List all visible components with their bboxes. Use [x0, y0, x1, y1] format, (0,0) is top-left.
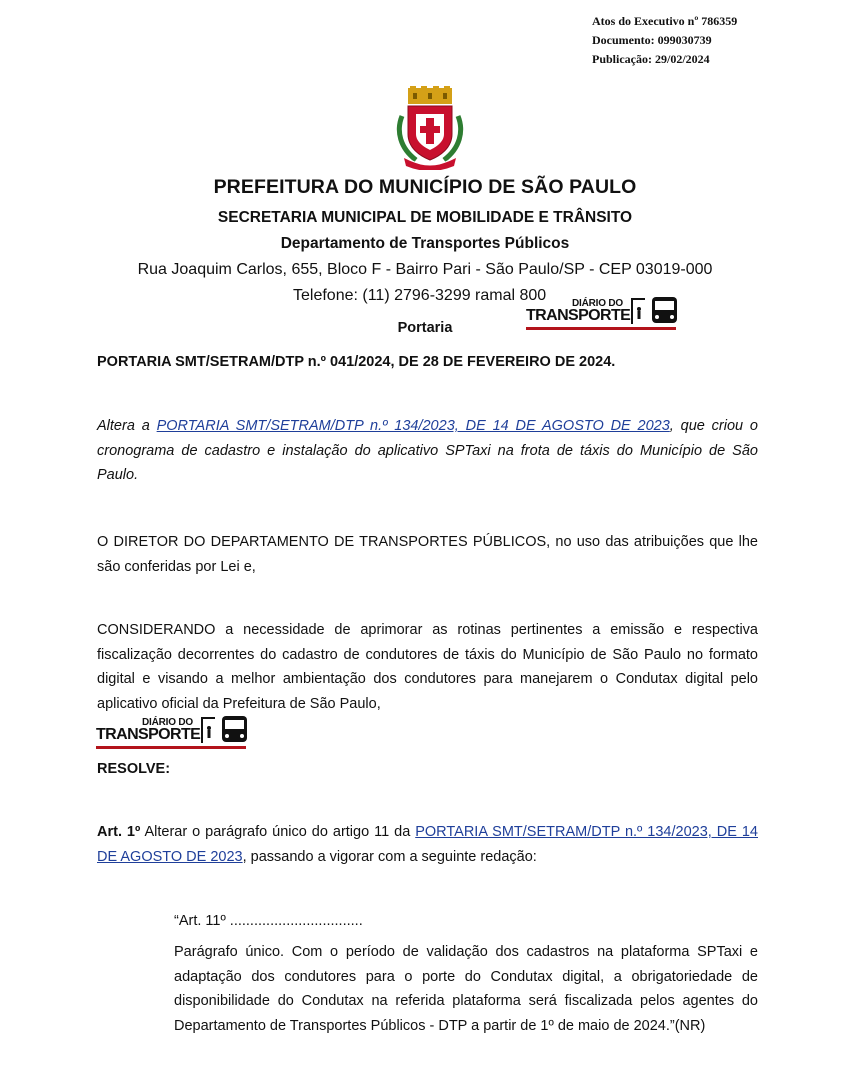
watermark-line1: DIÁRIO DO [572, 298, 623, 309]
article-1 [97, 820, 758, 869]
watermark-line2: TRANSPORTE [526, 307, 631, 324]
quote-body: Parágrafo único. Com o período de validação dos cadastros na plataforma SPTaxi e adaptação dos condutores para o porte do Condutax digital, a obrigatoriedade de disponibilidade do Condutax na referida plataforma será fiscalizada pelos agentes do Departamento de Transportes Públicos - DTP a partir de 1º de maio de 2024.”(NR) [174, 944, 758, 1034]
ementa-prefix: Altera a [97, 418, 157, 434]
phone: Telefone: (11) 2796-3299 ramal 800 [293, 287, 547, 304]
watermark-line1: DIÁRIO DO [142, 717, 193, 728]
ementa [97, 414, 758, 488]
publication-meta [592, 12, 752, 69]
ementa-portaria-link[interactable]: PORTARIA SMT/SETRAM/DTP n.º 134/2023, DE 14 DE AGOSTO DE 2023 [156, 418, 670, 434]
resolve-heading: RESOLVE: [97, 761, 171, 777]
watermark-underline [526, 327, 676, 330]
considerando: CONSIDERANDO a necessidade de aprimorar as rotinas pertinentes a emissão e respectiva fiscalização decorrentes do cadastro de condutores de táxis do Município de São Paulo no formato digital e visando a melhor ambientação dos condutores para manejarem o Condutax digital pelo aplicativo oficial da Prefeitura de São Paulo, [97, 622, 758, 712]
portaria-title: PORTARIA SMT/SETRAM/DTP n.º 041/2024, DE 28 DE FEVEREIRO DE 2024. [97, 354, 616, 370]
diario-do-transporte-watermark-2 [96, 713, 248, 751]
watermark-line2: TRANSPORTE [96, 726, 201, 743]
organization-title: PREFEITURA DO MUNICÍPIO DE SÃO PAULO [213, 176, 637, 198]
quote-heading: “Art. 11º ................................. [174, 913, 363, 929]
sao-paulo-coat-of-arms-icon [396, 86, 464, 170]
article-1-text: Alterar o parágrafo único do artigo 11 da [140, 824, 416, 840]
diario-do-transporte-watermark [526, 294, 678, 332]
publication-date: Publicação: 29/02/2024 [592, 52, 710, 66]
ementa-suffix: , que criou o cronograma de cadastro e instalação do aplicativo SPTaxi na frota de táxis do Município de São Paulo. [97, 418, 758, 483]
article-1-suffix: , passando a vigorar com a seguinte redação: [242, 848, 537, 865]
watermark-underline [96, 746, 246, 749]
address: Rua Joaquim Carlos, 655, Bloco F - Bairro Pari - São Paulo/SP - CEP 03019-000 [137, 261, 713, 278]
bus-stop-icon [200, 715, 248, 745]
article-1-portaria-link[interactable]: PORTARIA SMT/SETRAM/DTP n.º 134/2023, DE 14 DE AGOSTO DE 2023 [97, 824, 758, 865]
atos-number: Atos do Executivo nº 786359 [592, 14, 738, 28]
department-title: Departamento de Transportes Públicos [280, 235, 570, 252]
bus-stop-icon [630, 296, 678, 326]
document-type: Portaria [397, 320, 453, 336]
article-1-label: Art. 1º [97, 824, 141, 840]
preamble: O DIRETOR DO DEPARTAMENTO DE TRANSPORTES PÚBLICOS, no uso das atribuições que lhe são conferidas por Lei e, [97, 534, 758, 575]
secretaria-title: SECRETARIA MUNICIPAL DE MOBILIDADE E TRÂNSITO [217, 209, 633, 226]
documento-number: Documento: 099030739 [592, 33, 712, 47]
